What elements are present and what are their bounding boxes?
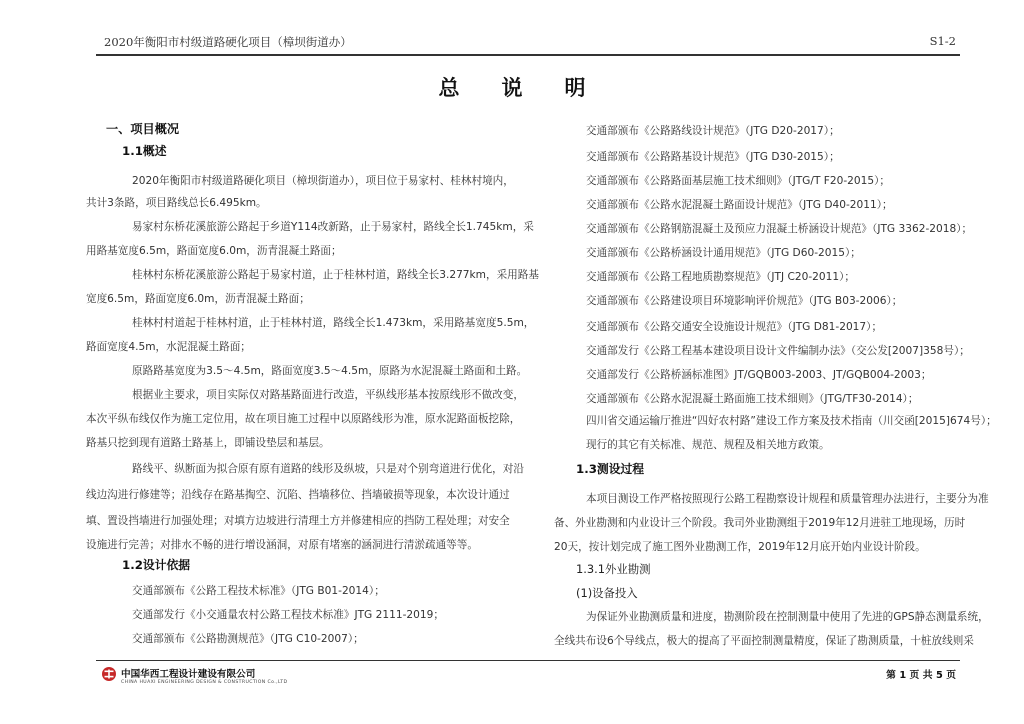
right-text-line: 本项目测设工作严格按照现行公路工程勘察设计规程和质量管理办法进行，主要分为准 [586,493,989,505]
left-text-line: 易家村东桥花溪旅游公路起于乡道Y114改新路，止于易家村，路线全长1.745km，采 [132,221,534,233]
company-name-en: CHINA HUAXI ENGINEERING DESIGN & CONSTRUCTION Co.,LTD [121,680,288,685]
right-text-line: 交通部发行《公路工程基本建设项目设计文件编制办法》（交公发[2007]358号）； [586,345,970,357]
header-project-title: 2020年衡阳市村级道路硬化项目（樟坝街道办） [104,35,352,49]
left-text-line: 桂林村村道起于桂林村道，止于桂林村道，路线全长1.473km，采用路基宽度5.5m， [132,317,535,329]
left-heading: 一、项目概况 [106,122,180,136]
right-text-line: 四川省交通运输厅推进“四好农村路”建设工作方案及技术指南（川交函[2015]674号）； [586,415,997,427]
page-number: 第 1 页 共 5 页 [886,670,956,681]
company-logo-icon [101,666,117,682]
right-text-line: 全线共布设6个导线点，极大的提高了平面控制测量精度，保证了勘测质量，十桩放线则采 [554,635,974,647]
left-heading: 1.2设计依据 [122,558,191,572]
company-name-cn: 中国华西工程设计建设有限公司 [121,669,256,680]
right-text-line: 交通部颁布《公路桥涵设计通用规范》（JTG D60-2015）； [586,247,861,259]
left-text-line: 路基只挖到现有道路土路基上，即铺设垫层和基层。 [86,437,330,449]
right-text-line: 交通部颁布《公路路线设计规范》（JTG D20-2017）； [586,125,840,137]
right-text-line: 备、外业勘测和内业设计三个阶段。我司外业勘测组于2019年12月进驻工地现场，历时 [554,517,966,529]
right-text-line: 为保证外业勘测质量和进度，勘测阶段在控制测量中使用了先进的GPS静态测量系统， [586,611,989,623]
header-rule [96,54,960,56]
left-text-line: 交通部颁布《公路勘测规范》（JTG C10-2007）； [132,633,364,645]
right-text-line: 交通部颁布《公路交通安全设施设计规范》（JTG D81-2017）； [586,321,883,333]
right-heading: 1.3.1外业勘测 [576,562,651,576]
header-sheet-number: S1-2 [929,34,956,48]
right-text-line: 交通部颁布《公路钢筋混凝土及预应力混凝土桥涵设计规范》（JTG 3362-2018）； [586,223,973,235]
right-heading: (1)设备投入 [576,586,638,600]
left-text-line: 2020年衡阳市村级道路硬化项目（樟坝街道办），项目位于易家村、桂林村境内， [132,175,514,187]
right-text-line: 交通部颁布《公路水泥混凝土路面施工技术细则》（JTG/TF30-2014）； [586,393,919,405]
right-text-line: 现行的其它有关标准、规范、规程及相关地方政策。 [586,439,830,451]
left-text-line: 用路基宽度6.5m，路面宽度6.0m，沥青混凝土路面； [86,245,342,257]
left-text-line: 路面宽度4.5m，水泥混凝土路面； [86,341,251,353]
footer-rule [96,660,960,661]
left-text-line: 路线平、纵断面为拟合原有原有道路的线形及纵坡，只是对个别弯道进行优化，对沿 [132,463,524,475]
right-text-line: 交通部发行《公路桥涵标准图》JT/GQB003-2003、JT/GQB004-2003； [586,369,932,381]
right-heading: 1.3测设过程 [576,462,645,476]
left-text-line: 根据业主要求，项目实际仅对路基路面进行改造，平纵线形基本按原线形不做改变， [132,389,524,401]
right-text-line: 交通部颁布《公路路基设计规范》（JTG D30-2015）； [586,151,840,163]
left-text-line: 原路路基宽度为3.5～4.5m，路面宽度3.5～4.5m，原路为水泥混凝土路面和土路。 [132,365,528,377]
left-text-line: 设施进行完善；对排水不畅的进行增设涵洞，对原有堵塞的涵洞进行清淤疏通等等。 [86,539,478,551]
right-text-line: 交通部颁布《公路水泥混凝土路面设计规范》（JTG D40-2011）； [586,199,893,211]
document-title: 总说明 [438,76,628,100]
left-text-line: 共计3条路，项目路线总长6.495km。 [86,197,267,209]
right-text-line: 交通部颁布《公路建设项目环境影响评价规范》（JTG B03-2006）； [586,295,903,307]
left-heading: 1.1概述 [122,144,167,158]
left-text-line: 桂林村东桥花溪旅游公路起于易家村道，止于桂林村道，路线全长3.277km，采用路基 [132,269,539,281]
right-text-line: 20天，按计划完成了施工图外业勘测工作，2019年12月底开始内业设计阶段。 [554,541,926,553]
left-text-line: 线边沟进行修建等；沿线存在路基掏空、沉陷、挡墙移位、挡墙破损等现象，本次设计通过 [86,489,510,501]
left-text-line: 交通部颁布《公路工程技术标准》（JTG B01-2014）； [132,585,385,597]
right-text-line: 交通部颁布《公路路面基层施工技术细则》（JTG/T F20-2015）； [586,175,891,187]
left-text-line: 交通部发行《小交通量农村公路工程技术标准》JTG 2111-2019； [132,609,444,621]
left-text-line: 本次平纵布线仅作为施工定位用，故在项目施工过程中以原路线形为准，原水泥路面板挖除， [86,413,521,425]
left-text-line: 填、置设挡墙进行加强处理；对填方边坡进行清理土方并修建相应的挡防工程处理；对安全 [86,515,510,527]
right-text-line: 交通部颁布《公路工程地质勘察规范》（JTJ C20-2011）； [586,271,856,283]
left-text-line: 宽度6.5m，路面宽度6.0m，沥青混凝土路面； [86,293,310,305]
